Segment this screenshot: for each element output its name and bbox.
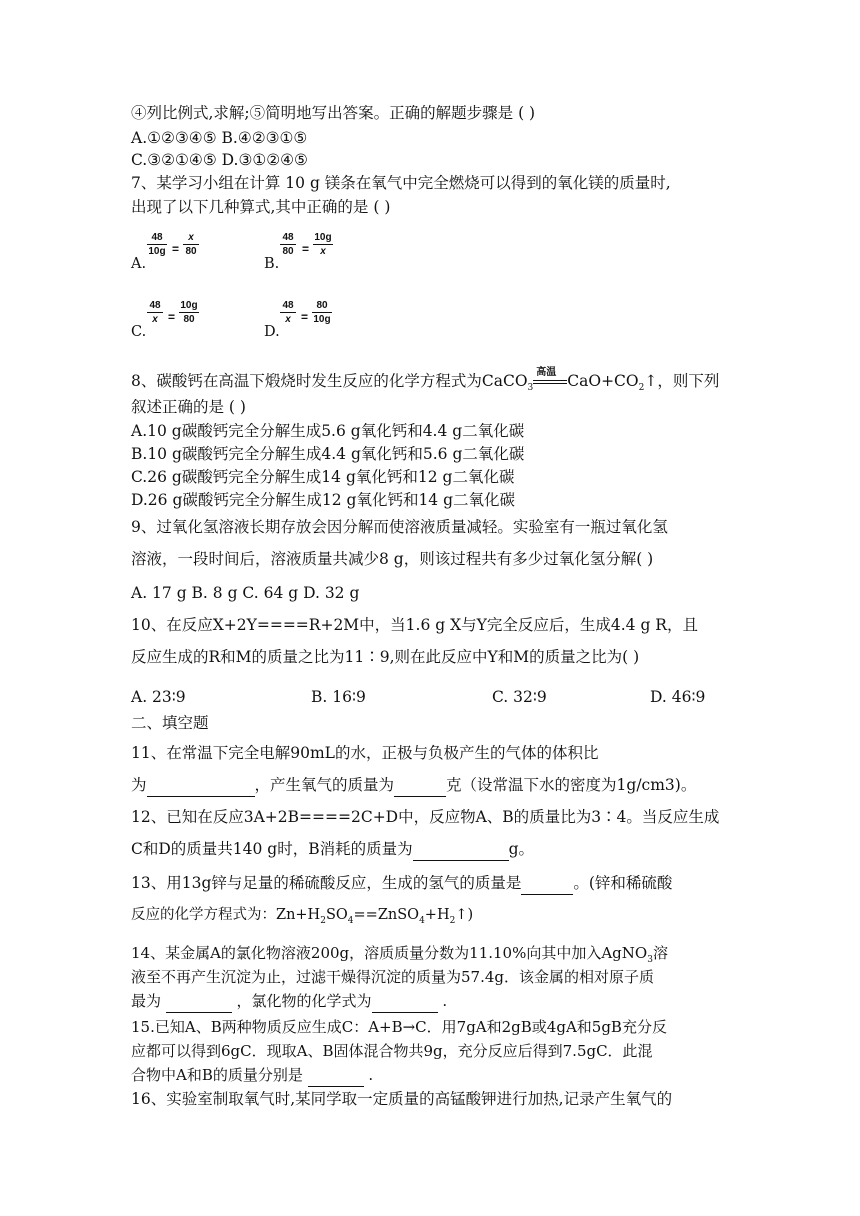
question-9: 9、过氧化氢溶液长期存放会因分解而使溶液质量减轻。实验室有一瓶过氧化氢 <box>131 518 668 536</box>
answer-blank <box>147 774 255 797</box>
answer-blank <box>521 872 573 895</box>
subscript: 3 <box>527 383 534 394</box>
denominator: 80 <box>185 246 197 257</box>
text-line: ④列比例式,求解;⑤简明地写出答案。正确的解题步骤是 ( ) <box>131 104 536 122</box>
option-a: A. 23∶9 <box>131 688 186 706</box>
q13-text: +H <box>424 907 450 923</box>
option-row: A. 17 g B. 8 g C. 64 g D. 32 g <box>131 584 360 602</box>
q12-text: g。 <box>508 840 535 858</box>
q13-text: SO <box>325 907 348 923</box>
question-11: 11、在常温下完全电解90mL的水，正极与负极产生的气体的体积比 <box>131 744 599 762</box>
subscript: 2 <box>638 383 645 394</box>
text-line <box>131 1064 373 1087</box>
numerator: 10g <box>180 300 198 311</box>
numerator: x <box>188 232 194 243</box>
q13-text: 。(锌和稀硫酸 <box>573 874 673 892</box>
text-line <box>131 774 696 797</box>
text-line: 液至不再产生沉淀为止，过滤干燥得沉淀的质量为57.4g．该金属的相对原子质 <box>131 968 655 986</box>
subscript: 2 <box>320 915 326 926</box>
question-13 <box>131 872 672 895</box>
numerator: 10g <box>314 232 332 243</box>
q14-text: 溶 <box>652 944 668 962</box>
option-d: D. 46∶9 <box>650 688 706 706</box>
text-line: 出现了以下几种算式,其中正确的是 ( ) <box>131 198 391 216</box>
option-label: B. <box>264 256 280 272</box>
option-row: A.①②③④⑤ B.④②③①⑤ <box>131 129 308 147</box>
denominator: 80 <box>282 246 294 257</box>
denominator: 10g <box>313 314 331 325</box>
section-title: 二、填空题 <box>131 714 209 732</box>
q13-text: ↑) <box>455 907 474 923</box>
answer-blank <box>372 990 438 1013</box>
text-line <box>131 904 473 932</box>
q13-text: 13、用13g锌与足量的稀硫酸反应，生成的氢气的质量是 <box>131 874 522 892</box>
numerator: 80 <box>316 300 328 311</box>
option-row: A.10 g碳酸钙完全分解生成5.6 g氧化钙和4.4 g二氧化碳 <box>131 422 525 440</box>
equals-sign: = <box>302 242 310 256</box>
subscript: 2 <box>449 915 456 926</box>
q13-text: ==ZnSO <box>353 907 420 923</box>
fraction <box>313 232 333 257</box>
q11-text: ，产生氧气的质量为 <box>254 776 395 794</box>
q15-text: 合物中A和B的质量分别是 <box>131 1066 308 1084</box>
text-line: 叙述正确的是 ( ) <box>131 398 246 416</box>
q14-text: ，氯化物的化学式为 <box>231 992 372 1010</box>
text-line <box>131 990 447 1013</box>
q11-text: 克（设常温下水的密度为1g/cm3)。 <box>446 776 697 794</box>
subscript: 4 <box>347 915 354 926</box>
q14-text: 最为 <box>131 992 166 1010</box>
numerator: 48 <box>151 232 163 243</box>
answer-blank <box>308 1064 364 1087</box>
question-10: 10、在反应X+2Y====R+2M中，当1.6 g X与Y完全反应后，生成4.4 g R，且 <box>131 616 698 634</box>
option-row: C.③②①④⑤ D.③①②④⑤ <box>131 151 308 169</box>
option-b: B. 16∶9 <box>311 688 366 706</box>
numerator: 48 <box>282 232 294 243</box>
question-8 <box>131 367 720 399</box>
q8-text: CaO+CO <box>567 372 639 390</box>
reaction-arrow <box>533 367 567 389</box>
text-line: 反应生成的R和M的质量之比为11∶9,则在此反应中Y和M的质量之比为( ) <box>131 648 640 666</box>
fraction <box>179 300 199 325</box>
option-c: C. 32∶9 <box>492 688 547 706</box>
denominator: x <box>320 246 326 257</box>
q8-text: ↑，则下列 <box>644 372 720 390</box>
answer-blank <box>394 774 446 797</box>
text-line: 溶液，一段时间后，溶液质量共减少8 g，则该过程共有多少过氧化氢分解( ) <box>131 550 654 568</box>
fraction <box>147 300 163 325</box>
question-15: 15.已知A、B两种物质反应生成C：A+B→C．用7gA和2gB或4gA和5gB充分反 <box>131 1018 667 1036</box>
option-row: D.26 g碳酸钙完全分解生成12 g氧化钙和14 g二氧化碳 <box>131 491 516 509</box>
subscript: 4 <box>419 915 425 926</box>
denominator: x <box>285 314 291 325</box>
answer-blank <box>166 990 232 1013</box>
text-line: 应都可以得到6gC．现取A、B固体混合物共9g，充分反应后得到7.5gC．此混 <box>131 1042 653 1060</box>
numerator: 48 <box>149 300 161 311</box>
denominator: x <box>152 314 158 325</box>
question-12: 12、已知在反应3A+2B====2C+D中，反应物A、B的质量比为3∶4。当反应生成 <box>131 808 720 826</box>
option-label: D. <box>264 324 280 340</box>
q8-text: 8、碳酸钙在高温下煅烧时发生反应的化学方程式为CaCO <box>131 372 528 390</box>
condition-label: 高温 <box>536 367 557 378</box>
q15-text: . <box>363 1066 374 1084</box>
denominator: 10g <box>148 246 166 257</box>
denominator: 80 <box>183 314 195 325</box>
q14-text: 14、某金属A的氯化物溶液200g，溶质质量分数为11.10%向其中加入AgNO <box>131 944 648 962</box>
q11-text: 为 <box>131 776 147 794</box>
fraction <box>280 300 296 325</box>
q13-text: 反应的化学方程式为：Zn+H <box>131 907 321 923</box>
option-label: A. <box>131 256 147 272</box>
numerator: 48 <box>282 300 294 311</box>
text-line <box>131 838 534 861</box>
q14-text: . <box>437 992 448 1010</box>
option-label: C. <box>131 324 147 340</box>
option-row: B.10 g碳酸钙完全分解生成4.4 g氧化钙和5.6 g二氧化碳 <box>131 445 525 463</box>
fraction <box>312 300 332 325</box>
option-row: C.26 g碳酸钙完全分解生成14 g氧化钙和12 g二氧化碳 <box>131 468 515 486</box>
fraction <box>183 232 199 257</box>
question-16: 16、实验室制取氧气时,某同学取一定质量的高锰酸钾进行加热,记录产生氧气的 <box>131 1090 673 1108</box>
q12-text: C和D的质量共140 g时，B消耗的质量为 <box>131 840 413 858</box>
fraction <box>280 232 296 257</box>
subscript: 3 <box>647 955 653 965</box>
equals-sign: = <box>172 242 180 256</box>
equals-sign: = <box>301 310 309 324</box>
answer-blank <box>413 838 509 861</box>
equals-sign: = <box>168 310 176 324</box>
fraction <box>147 232 167 257</box>
question-7: 7、某学习小组在计算 10 g 镁条在氧气中完全燃烧可以得到的氧化镁的质量时, <box>131 174 671 192</box>
